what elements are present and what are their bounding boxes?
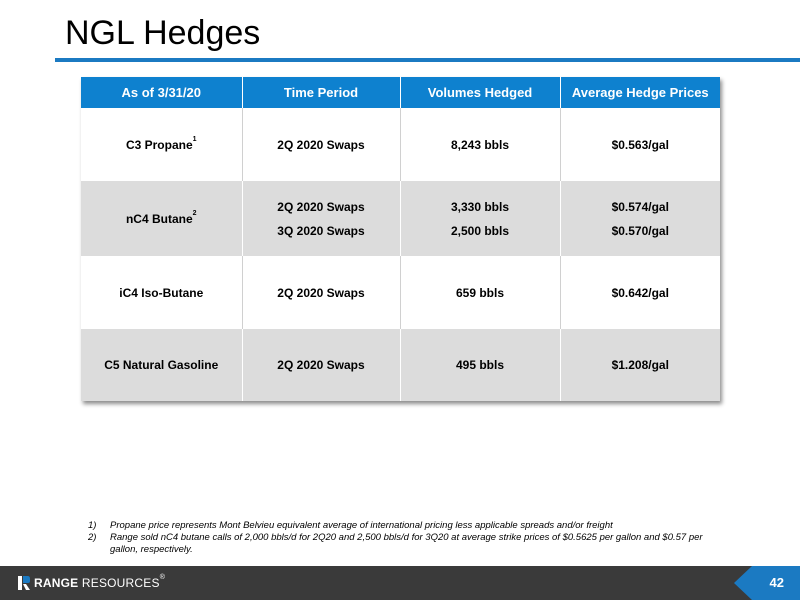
footer-bar	[0, 566, 800, 600]
footnote-ref: 1	[192, 135, 197, 143]
title-underline	[55, 58, 800, 62]
table-row	[81, 181, 720, 256]
volume-value: 495 bbls	[455, 358, 505, 372]
footnote-ref: 2	[192, 209, 197, 217]
period-value: 2Q 2020 Swaps	[277, 358, 365, 372]
logo-text-bold: RANGE	[34, 576, 79, 590]
logo-registered-mark: ®	[159, 574, 166, 581]
period-value: 3Q 2020 Swaps	[277, 223, 365, 238]
price-cell	[560, 181, 720, 256]
hedges-table-container	[81, 77, 720, 401]
hedges-table	[81, 77, 720, 401]
slide-title: NGL Hedges	[65, 14, 261, 52]
period-value: 2Q 2020 Swaps	[277, 199, 365, 214]
price-value: $1.208/gal	[611, 358, 669, 372]
volume-value: 3,330 bbls	[450, 199, 510, 214]
header-average-hedge-prices: Average Hedge Prices	[560, 77, 720, 108]
product-cell	[81, 329, 242, 401]
volume-value: 8,243 bbls	[450, 137, 510, 152]
price-value: $0.570/gal	[611, 223, 669, 238]
table-header-row	[81, 77, 720, 108]
footnote-number: 1)	[88, 520, 97, 531]
product-name: iC4 Iso-Butane	[119, 285, 204, 300]
period-value: 2Q 2020 Swaps	[277, 137, 365, 152]
volume-value: 2,500 bbls	[450, 223, 510, 238]
period-cell	[242, 256, 400, 329]
range-resources-logo	[18, 576, 165, 590]
footnote-text: Range sold nC4 butane calls of 2,000 bbls/d for 2Q20 and 2,500 bbls/d for 3Q20 at average strike prices of $0.5625 per gallon and $0.57 per gallon, respectively.	[110, 532, 703, 555]
logo-text-rest: RESOURCES	[78, 576, 160, 590]
product-name: C3 Propane	[125, 137, 193, 152]
page-number-tab	[734, 566, 800, 600]
period-cell	[242, 329, 400, 401]
footnote-text: Propane price represents Mont Belvieu equivalent average of international pricing less applicable spreads and/or freight	[110, 520, 613, 531]
price-cell	[560, 108, 720, 181]
header-volumes-hedged: Volumes Hedged	[400, 77, 560, 108]
product-name: nC4 Butane	[125, 211, 193, 226]
price-value: $0.642/gal	[611, 285, 669, 300]
header-as-of: As of 3/31/20	[81, 77, 242, 108]
footnote	[88, 532, 728, 556]
product-cell	[81, 181, 242, 256]
product-cell	[81, 108, 242, 181]
table-row	[81, 329, 720, 401]
product-name: C5 Natural Gasoline	[104, 358, 219, 372]
price-value: $0.563/gal	[611, 137, 669, 152]
footnote-number: 2)	[88, 532, 97, 543]
footnotes	[88, 520, 728, 556]
table-row	[81, 108, 720, 181]
volume-cell	[400, 108, 560, 181]
page-number: 42	[769, 575, 784, 590]
volume-cell	[400, 256, 560, 329]
price-value: $0.574/gal	[611, 199, 669, 214]
footnote	[88, 520, 728, 532]
price-cell	[560, 256, 720, 329]
period-value: 2Q 2020 Swaps	[277, 285, 365, 300]
table-row	[81, 256, 720, 329]
period-cell	[242, 181, 400, 256]
header-time-period: Time Period	[242, 77, 400, 108]
volume-value: 659 bbls	[455, 285, 505, 300]
range-logo-icon	[18, 576, 30, 590]
volume-cell	[400, 329, 560, 401]
volume-cell	[400, 181, 560, 256]
period-cell	[242, 108, 400, 181]
price-cell	[560, 329, 720, 401]
product-cell	[81, 256, 242, 329]
